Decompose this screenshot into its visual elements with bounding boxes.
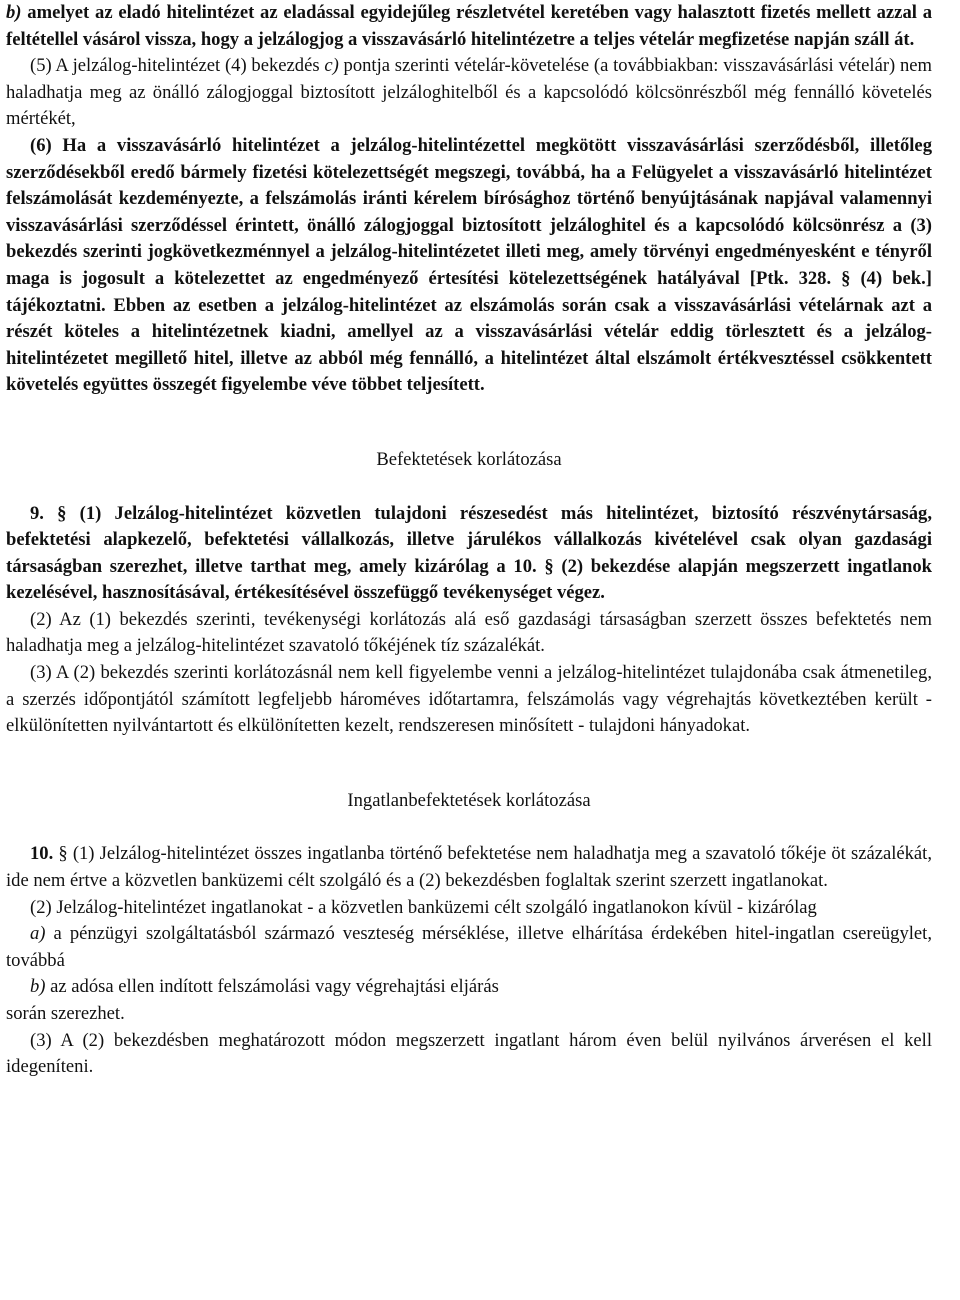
point-b-text: az adósa ellen indított felszámolási vagy végrehajtási eljárás bbox=[45, 976, 499, 998]
paragraph-5-point-ref: c) bbox=[324, 55, 339, 77]
paragraph-5-text-end: pontja szerinti vételár-követelése (a továbbiakban: visszavásárlási vételár) nem haladhatja meg az önálló zálogjoggal biztosított jelzáloghitelből és a kapcsolódó kölcsönrészből még fennálló követelés mértékét, bbox=[6, 55, 932, 130]
section-10-point-a bbox=[6, 921, 932, 974]
point-a-text: a pénzügyi szolgáltatásból származó veszteség mérséklése, illetve elhárítása érdekében hitel-ingatlan csereügylet, továbbá bbox=[6, 923, 932, 971]
paragraph-b-text: amelyet az eladó hitelintézet az eladással egyidejűleg részletvétel keretében vagy halasztott fizetés mellett azzal a feltétellel vásárol vissza, hogy a jelzálogjog a visszavásárló hitelintézetre a teljes vételár megfizetése napján száll át. bbox=[6, 2, 932, 50]
paragraph-6: (6) Ha a visszavásárló hitelintézet a jelzálog-hitelintézettel megkötött visszavásárlási szerződésből, illetőleg szerződésekből eredő bármely fizetési kötelezettségét megszegi, továbbá, ha a Felügyelet a visszavásárló hitelintézet felszámolását kezdeményezte, a felszámolás iránti kérelem bírósághoz történő benyújtásának napjával valamennyi visszavásárlási szerződéssel érintett, önálló zálogjoggal biztosított jelzáloghitel és a kapcsolódó kölcsönrész a (3) bekezdés szerinti jogkövetkezménnyel a jelzálog-hitelintézetet illeti meg, amely törvényi engedményesként e tényről maga is jogosult a kötelezettet az engedményező értesítési kötelezettségének hatályával [Ptk. 328. § (4) bek.] tájékoztatni. Ebben az esetben a jelzálog-hitelintézet az elszámolás során csak a visszavásárlási vételárnak azt a részét köteles a hitelintézetnek kiadni, amellyel az a visszavásárlási vételár eddig törlesztett és a jelzálog-hitelintézetet megillető hitel, illetve az abból még fennálló, a hitelintézet által elszámolt értékvesztéssel csökkentett követelés együttes összegét figyelembe véve többet teljesített. bbox=[6, 134, 932, 396]
section-9-paragraph-1: 9. § (1) Jelzálog-hitelintézet közvetlen tulajdoni részesedést más hitelintézet, biztosító részvénytársaság, befektetési alapkezelő, befektetési vállalkozás, illetve járulékos vállalkozás kivételével csak olyan gazdasági társaságban szerezhet, illetve tarthat meg, amely kizárólag a 10. § (2) bekezdése alapján megszerzett ingatlanok kezelésével, hasznosításával, értékesítésével összefüggő tevékenységet végez. bbox=[6, 502, 932, 604]
paragraph-b-continuation bbox=[6, 0, 932, 53]
section-10-after-points: során szerezhet. bbox=[6, 1003, 125, 1024]
section-10-number: 10. bbox=[30, 843, 54, 865]
point-label-a: a) bbox=[30, 923, 46, 945]
section-heading-befektetesek: Befektetések korlátozása bbox=[376, 448, 562, 470]
section-10-paragraph-1-text: § (1) Jelzálog-hitelintézet összes ingatlanba történő befektetése nem haladhatja meg a szavatoló tőkéje öt százalékát, ide nem értve a közvetlen banküzemi célt szolgáló és a (2) bekezdésben foglaltak szerint szerzett ingatlanokat. bbox=[6, 843, 932, 892]
point-label-b: b) bbox=[6, 2, 22, 23]
section-heading-ingatlanbefektetesek: Ingatlanbefektetések korlátozása bbox=[347, 789, 591, 811]
paragraph-5-text-start: (5) A jelzálog-hitelintézet (4) bekezdés bbox=[30, 55, 325, 77]
section-10-paragraph-3: (3) A (2) bekezdésben meghatározott módon megszerzett ingatlant három éven belül nyilvános árverésen el kell idegeníteni. bbox=[6, 1029, 932, 1078]
section-10-paragraph-2: (2) Jelzálog-hitelintézet ingatlanokat - a közvetlen banküzemi célt szolgáló ingatlanokon kívül - kizárólag bbox=[30, 896, 817, 918]
section-10-paragraph-1 bbox=[6, 841, 932, 894]
paragraph-5 bbox=[6, 53, 932, 133]
point-label-b-2: b) bbox=[30, 976, 46, 998]
section-10-point-b bbox=[6, 974, 932, 1001]
section-9-paragraph-2: (2) Az (1) bekezdés szerinti, tevékenységi korlátozás alá eső gazdasági társaságban szerzett összes befektetés nem haladhatja meg a jelzálog-hitelintézet szavatoló tőkéjének tíz százalékát. bbox=[6, 608, 932, 657]
section-9-paragraph-3: (3) A (2) bekezdés szerinti korlátozásnál nem kell figyelembe venni a jelzálog-hitelintézet tulajdonába csak átmenetileg, a szerzés időpontjától számított legfeljebb hároméves időtartamra, felszámolás vagy végrehajtás következtében került - elkülönítetten nyilvántartott és elkülönítetten kezelt, rendszeresen minősített - tulajdoni hányadokat. bbox=[6, 662, 932, 737]
